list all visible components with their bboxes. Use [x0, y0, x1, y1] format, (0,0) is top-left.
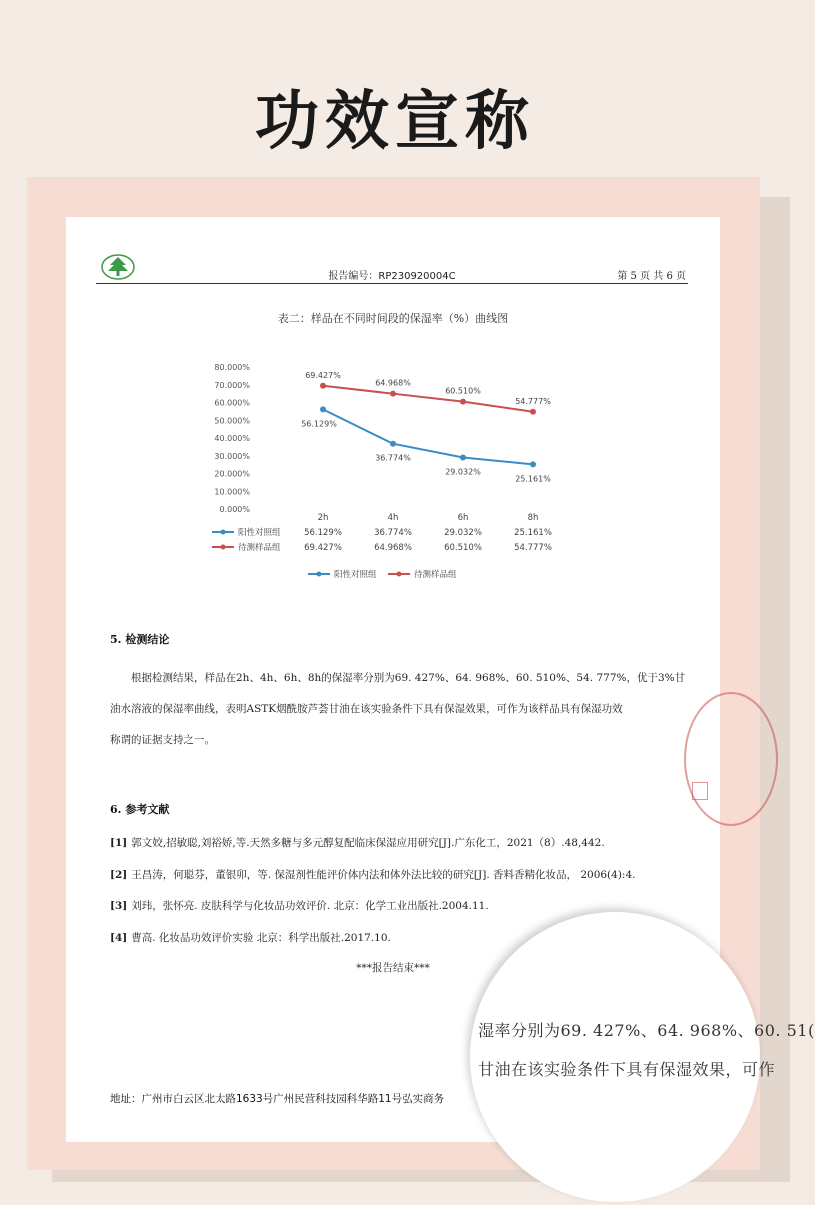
- data-label: 36.774%: [375, 453, 411, 463]
- y-tick-label: 50.000%: [214, 416, 250, 426]
- data-point: [320, 406, 326, 412]
- data-label: 56.129%: [301, 419, 337, 429]
- address: 地址：广州市白云区北太路1633号广州民营科技园科华路11号弘实商务: [110, 1093, 445, 1105]
- data-point: [530, 461, 536, 467]
- table-cell: 56.129%: [304, 528, 342, 538]
- y-tick-label: 60.000%: [214, 398, 250, 408]
- data-point: [390, 441, 396, 447]
- table-series-name: 阳性对照组: [238, 528, 281, 538]
- table-legend-marker: [221, 530, 226, 535]
- table-cell: 54.777%: [514, 543, 552, 553]
- table-legend-marker: [221, 545, 226, 550]
- table-cell: 29.032%: [444, 528, 482, 538]
- data-point: [530, 409, 536, 415]
- y-tick-label: 20.000%: [214, 469, 250, 479]
- conclusion-line: 称谓的证据支持之一。: [110, 734, 215, 746]
- y-tick-label: 30.000%: [214, 451, 250, 461]
- table-cell: 64.968%: [374, 543, 412, 553]
- series-line: [323, 409, 533, 464]
- legend-marker: [397, 572, 402, 577]
- reference-item: [4] 曹高. 化妆品功效评价实验 北京：科学出版社.2017.10.: [110, 932, 391, 944]
- data-label: 29.032%: [445, 467, 481, 477]
- conclusion-paragraph: [110, 663, 695, 756]
- moisture-rate-chart: [196, 355, 556, 595]
- y-tick-label: 40.000%: [214, 434, 250, 443]
- x-category-label: 4h: [387, 513, 399, 523]
- data-point: [390, 391, 396, 397]
- red-seal-stamp: [684, 692, 778, 826]
- y-tick-label: 70.000%: [214, 380, 250, 390]
- conclusion-title: 5. 检测结论: [110, 633, 170, 646]
- x-category-label: 8h: [527, 513, 539, 523]
- data-label: 64.968%: [375, 378, 411, 388]
- red-seal-mark: [692, 782, 708, 800]
- table-cell: 36.774%: [374, 528, 412, 538]
- x-category-label: 6h: [457, 513, 469, 523]
- reference-item: [3] 刘玮，张怀亮. 皮肤科学与化妆品功效评价. 北京：化学工业出版社.2004.11.: [110, 900, 489, 912]
- chart-caption: 表二：样品在不同时间段的保湿率（%）曲线图: [277, 312, 509, 325]
- page-title: 功效宣称: [255, 85, 535, 159]
- y-tick-label: 10.000%: [214, 487, 250, 497]
- report-end-mark: ***报告结束***: [356, 962, 430, 974]
- legend-label: 待测样品组: [414, 570, 457, 580]
- references-title: 6. 参考文献: [110, 803, 170, 816]
- data-label: 69.427%: [305, 370, 341, 380]
- page-indicator: 第 5 页 共 6 页: [617, 271, 686, 282]
- magnifier-lens: [470, 912, 815, 1202]
- series-line: [323, 386, 533, 412]
- report-number: 报告编号：RP230920004C: [328, 271, 456, 282]
- reference-item: [2] 王昌涛，何聪芬，董银卯，等. 保湿剂性能评价体内法和体外法比较的研究[J]. 香料香精化妆品， 2006(4):4.: [110, 869, 636, 881]
- data-label: 60.510%: [445, 386, 481, 396]
- data-point: [460, 454, 466, 460]
- table-series-name: 待测样品组: [238, 543, 281, 553]
- legend-marker: [317, 572, 322, 577]
- conclusion-line: 根据检测结果，样品在2h、4h、6h、8h的保湿率分别为69. 427%、64. 968%、60. 510%、54. 777%，优于3%甘: [131, 672, 686, 684]
- data-label: 25.161%: [515, 474, 551, 484]
- magnified-line: 湿率分别为69. 427%、64. 968%、60. 51(: [478, 1021, 815, 1040]
- report-header: [96, 253, 688, 284]
- table-cell: 69.427%: [304, 543, 342, 553]
- y-tick-label: 0.000%: [219, 505, 250, 514]
- data-point: [320, 383, 326, 389]
- data-point: [460, 399, 466, 405]
- legend-label: 阳性对照组: [334, 570, 377, 580]
- y-tick-label: 80.000%: [214, 363, 250, 372]
- reference-item: [1] 郭文姣,招敏聪,刘裕娇,等.天然多糖与多元醇复配临床保湿应用研究[J].广东化工，2021（8）.48,442.: [110, 837, 605, 849]
- magnified-line: 甘油在该实验条件下具有保湿效果，可作: [478, 1060, 776, 1079]
- table-cell: 25.161%: [514, 528, 552, 538]
- data-label: 54.777%: [515, 396, 551, 406]
- conclusion-line: 油水溶液的保湿率曲线，表明ASTK烟酰胺芦荟甘油在该实验条件下具有保湿效果，可作为该样品具有保湿功效: [110, 703, 623, 715]
- x-category-label: 2h: [317, 513, 329, 523]
- table-cell: 60.510%: [444, 543, 482, 553]
